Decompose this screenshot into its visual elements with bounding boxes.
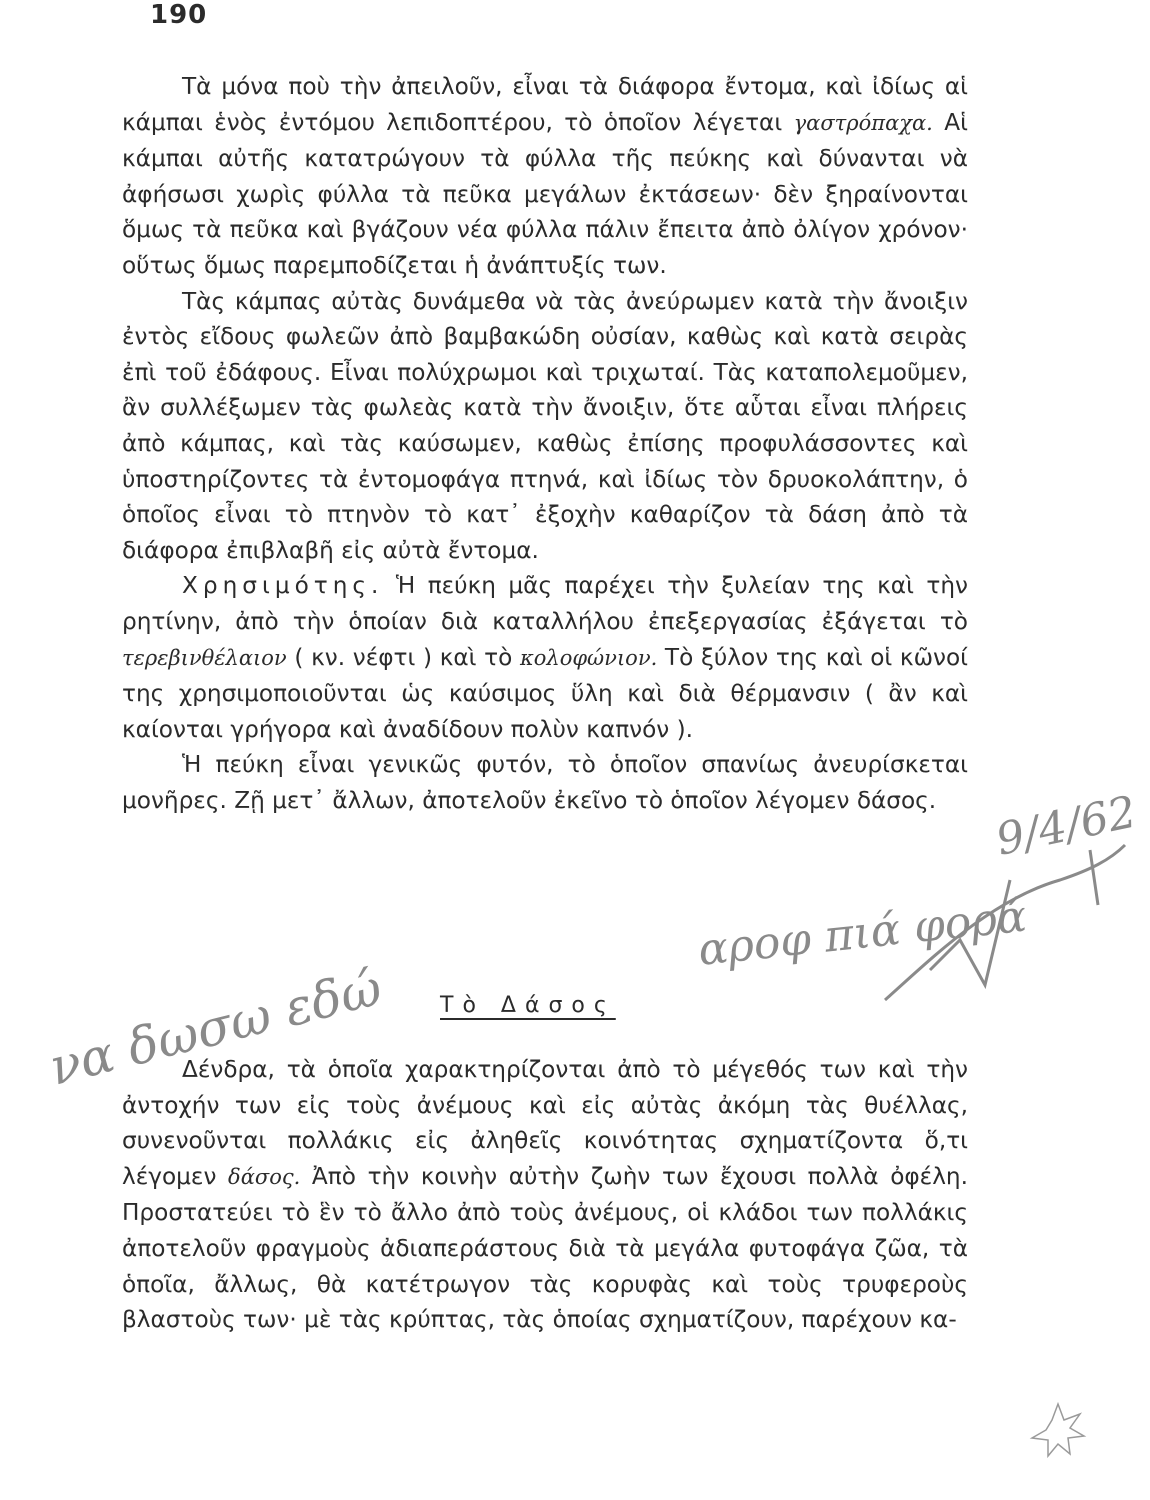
- page-number: 190: [150, 0, 208, 30]
- handwritten-scribble-left: να δωσω εδώ: [43, 958, 388, 1097]
- handwritten-scribble-right: αροφ πιά φορά: [695, 890, 1029, 976]
- text-block-lower: [122, 1052, 968, 1338]
- usefulness-heading: Χρησιμότης.: [182, 572, 384, 600]
- handwritten-date: 9/4/62: [991, 786, 1141, 866]
- pencil-stroke: [885, 845, 1125, 1000]
- ink-splatter-icon: [1032, 1404, 1084, 1456]
- text-block-upper: [122, 69, 968, 818]
- pencil-stroke-2: [930, 880, 1010, 985]
- paragraph-forest: Δένδρα, τὰ ὁποῖα χαρακτηρίζονται ἀπὸ τὸ μέγεθός των καὶ τὴν ἀντοχήν των εἰς τοὺς ἀνέμους καὶ εἰς αὐτὰς ἀκόμη τὰς θυέλλας, συνενοῦνται πολλάκις εἰς ἀληθεῖς κοινότητας σχηματίζοντα ὅ,τι λέγομεν δάσος. Ἀπὸ τὴν κοινὴν αὐτὴν ζωὴν των ἔχουσι πολλὰ ὀφέλη. Προστατεύει τὸ ἓν τὸ ἄλλο ἀπὸ τοὺς ἀνέμους, οἱ κλάδοι των πολλάκις ἀποτελοῦν φραγμοὺς ἀδιαπεράστους διὰ τὰ μεγάλα φυτοφάγα ζῶα, τὰ ὁποῖα, ἄλλως, θὰ κατέτρωγον τὰς κορυφὰς καὶ τοὺς τρυφεροὺς βλαστοὺς των· μὲ τὰς κρύπτας, τὰς ὁποίας σχηματίζουν, παρέχουν κα-: [122, 1056, 968, 1334]
- paragraph-pine-forest: Ἡ πεύκη εἶναι γενικῶς φυτόν, τὸ ὁποῖον σπανίως ἀνευρίσκεται μονῆρες. Ζῇ μετ᾽ ἄλλων, ἀποτελοῦν ἐκεῖνο τὸ ὁποῖον λέγομεν δάσος.: [122, 751, 968, 814]
- paragraph-usefulness: Χρησιμότης. Ἡ πεύκη μᾶς παρέχει τὴν ξυλείαν της καὶ τὴν ρητίνην, ἀπὸ τὴν ὁποίαν διὰ καταλλήλου ἐπεξεργασίας ἐξάγεται τὸ τερεβινθέλαιον ( κν. νέφτι ) καὶ τὸ κολοφώνιον. Τὸ ξύλον της καὶ οἱ κῶνοί της χρησιμοποιοῦνται ὡς καύσιμος ὕλη καὶ διὰ θέρμανσιν ( ἂν καὶ καίονται γρήγορα καὶ ἀναδίδουν πολὺν καπνόν ).: [122, 572, 968, 743]
- pencil-stroke-3: [1090, 850, 1098, 905]
- section-title-forest: Τὸ Δάσος: [440, 993, 616, 1018]
- paragraph-insects: Τὰ μόνα ποὺ τὴν ἀπειλοῦν, εἶναι τὰ διάφορα ἔντομα, καὶ ἰδίως αἱ κάμπαι ἑνὸς ἐντόμου λεπιδοπτέρου, τὸ ὁποῖον λέγεται γαστρόπαχα. Αἱ κάμπαι αὐτῆς κατατρώγουν τὰ φύλλα τῆς πεύκης καὶ δύνανται νὰ ἀφήσωσι χωρὶς φύλλα τὰ πεῦκα μεγάλων ἐκτάσεων· δὲν ξηραίνονται ὅμως τὰ πεῦκα καὶ βγάζουν νέα φύλλα πάλιν ἔπειτα ἀπὸ ὀλίγον χρόνον· οὕτως ὅμως παρεμποδίζεται ἡ ἀνάπτυξίς των.: [122, 73, 968, 279]
- paragraph-caterpillars: Τὰς κάμπας αὐτὰς δυνάμεθα νὰ τὰς ἀνεύρωμεν κατὰ τὴν ἄνοιξιν ἐντὸς εἴδους φωλεῶν ἀπὸ βαμβακώδη οὐσίαν, καθὼς καὶ κατὰ σειρὰς ἐπὶ τοῦ ἐδάφους. Εἶναι πολύχρωμοι καὶ τριχωταί. Τὰς καταπολεμοῦμεν, ἂν συλλέξωμεν τὰς φωλεὰς κατὰ τὴν ἄνοιξιν, ὅτε αὗται εἶναι πλήρεις ἀπὸ κάμπας, καὶ τὰς καύσωμεν, καθὼς ἐπίσης προφυλάσσοντες καὶ ὑποστηρίζοντες τὰ ἐντομοφάγα πτηνά, καὶ ἰδίως τὸν δρυοκολάπτην, ὁ ὁποῖος εἶναι τὸ πτηνὸν τὸ κατ᾽ ἐξοχὴν καθαρίζον τὰ δάση ἀπὸ τὰ διάφορα ἐπιβλαβῆ εἰς αὐτὰ ἔντομα.: [122, 287, 968, 564]
